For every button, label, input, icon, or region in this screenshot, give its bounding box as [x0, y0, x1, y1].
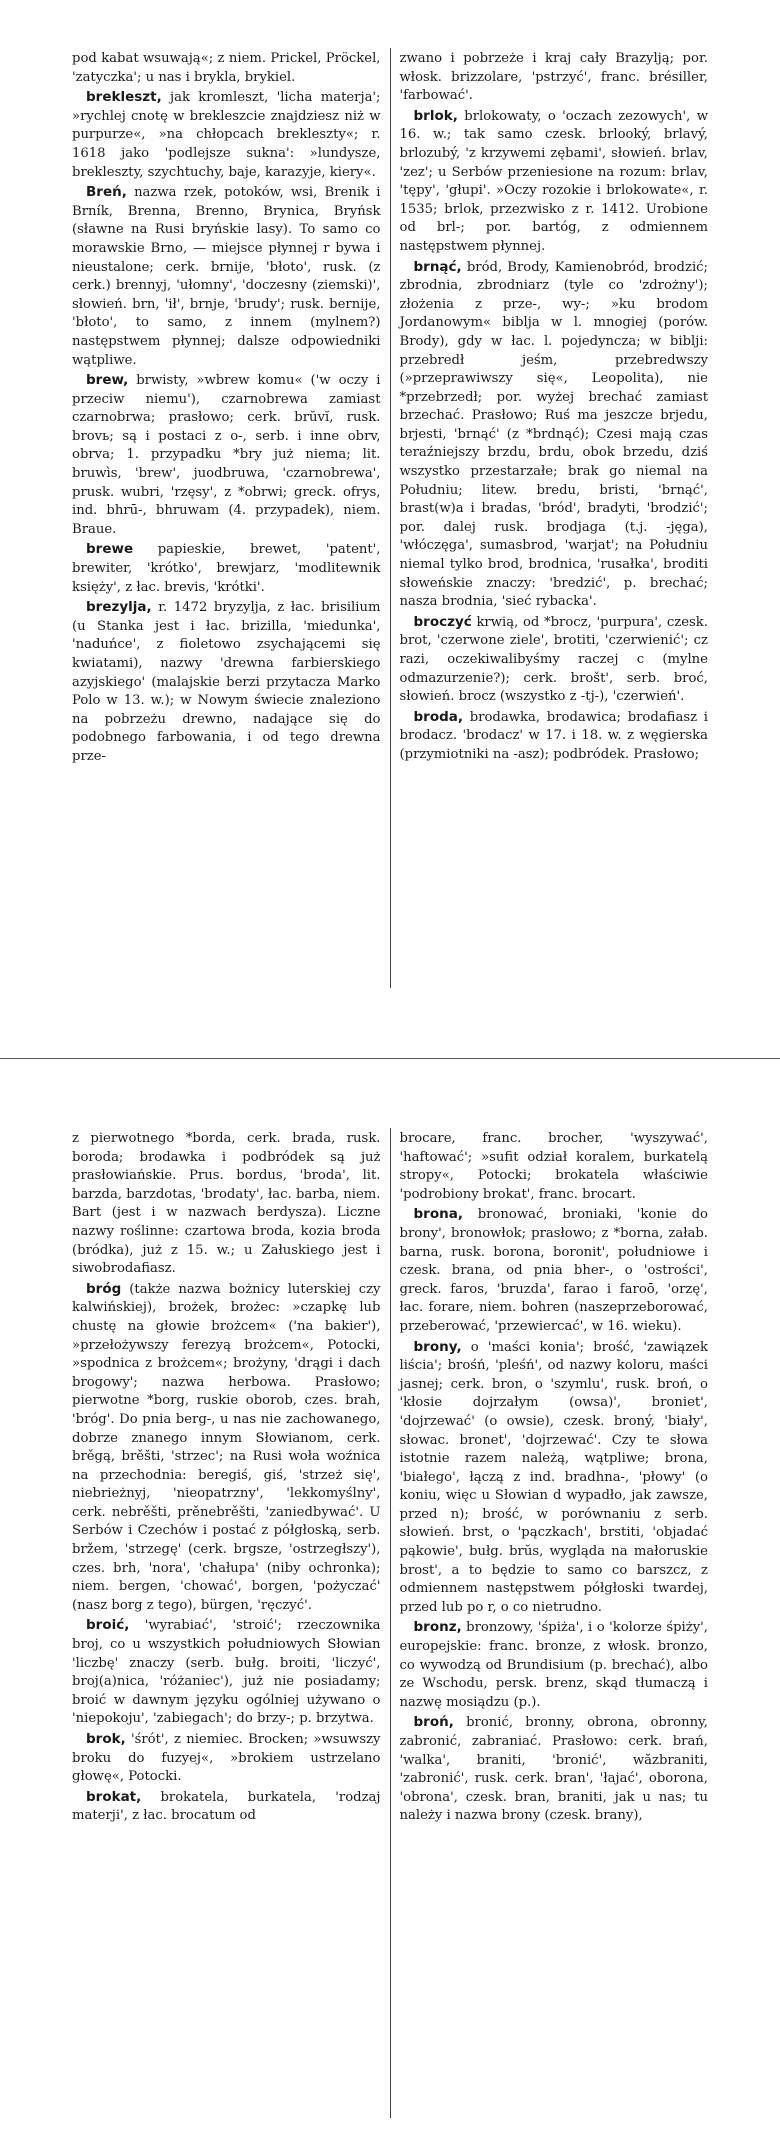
entry-text: bronzowy, 'śpiża', i o 'kolorze śpiży', europejskie: franc. bronze, z włosk. bronzo, co wywodzą od Brundisium (p. brechać), albo ze Wschodu, persk. brenz, skąd tłumaczą i nazwę mosiądzu (p.).: [399, 1620, 708, 1710]
entry-text: brwisty, »wbrew komu« ('w oczy i przeciw niemu'), czarnobrewa zamiast czarnobrwa; prasłowo; cerk. brŭvĭ, rusk. brovь; są i postaci z o-, serb. i inne obrv, obrva; 1. przypadku *bry już niema; lit. bruwìs, 'brew', juodbruwa, 'czarnobrewa', prusk. wubri, 'rzęsy', z *obrwi; greck. ofrys, ind. bhrū-, bhruwam (4. przypadek), niem. Braue.: [72, 373, 381, 537]
dictionary-entry: [72, 540, 381, 597]
entry-headword: brnąć,: [413, 258, 462, 275]
dictionary-entry: [400, 258, 709, 612]
entry-text: pod kabat wsuwają«; z niem. Prickel, Pröckel, 'zatyczka'; u nas i brykla, brykiel.: [72, 51, 381, 85]
entry-text: nazwa rzek, potoków, wsi, Brenik i Brník, Brenna, Brenno, Brynica, Bryńsk (sławne na Rusi bryńskie lasy). To samo co morawskie Brno, — miejsce płynnej r bywa i nieustalone; cerk. brnije, 'błoto', rusk. (z cerk.) brennyj, 'ułomny', 'doczesny (ziemski)', słowień. brn, 'ił', brnje, 'brudy'; rusk. bernije, 'błoto', to samo, z innem (mylnem?) następstwem płynnej; dalsze odpowiedniki wątpliwe.: [72, 185, 381, 368]
dictionary-entry: [400, 1205, 709, 1336]
entry-headword: brony,: [413, 1338, 462, 1355]
dictionary-entry: [72, 1280, 381, 1616]
entry-text: (także nazwa bożnicy luterskiej czy kalwińskiej), brożek, brożec: »czapkę lub chustę na głowie brożcem« ('na bakier'), »przełożywszy ferezyą brożcem«, Potocki, »spodnica z brożcem«; brożyny, 'drągi i dach brogowy'; nazwa herbowa. Prasłowo; pierwotne *borg, ruskie oborob, czes. brah, 'bróg'. Do pnia berg-, u nas nie zachowanego, dobrze znanego innym Słowianom, cerk. brěgą, brěšti, 'strzec'; na Rusi woła woźnica na przechodnia: beregiś, giś, 'strzeż się', niebrieżnyj, 'nieopatrzny', 'lekkomyślny', cerk. nebrěšti, prěnebrěšti, 'zaniedbywać'. U Serbów i Czechów i postać z półgłoską, serb. bržem, 'strzegę' (cerk. brgsze, 'ostrzegłszy'), czes. brh, 'nora', 'chałupa' (niby ochronka); niem. bergen, 'chować', borgen, 'pożyczać' (nasz borg z tego), bürgen, 'ręczyć'.: [72, 1281, 381, 1613]
entry-text: z pierwotnego *borda, cerk. brada, rusk. boroda; brodawka i podbródek są już prasłowiańskie. Prus. bordus, 'broda', lit. barzda, barzdotas, 'brodaty', łac. barba, niem. Bart (jest i w nazwach berdysza). Liczne nazwy roślinne: czartowa broda, kozia broda (bródka), już z 15. w.; u Załuskiego jest i siwobrodafiasz.: [72, 1131, 381, 1277]
entry-text: 'wyrabiać', 'stroić'; rzeczownika broj, co u wszystkich południowych Słowian 'liczbę' znaczy (serb. bułg. broiti, 'liczyć', broj(a)nica, 'różaniec'), już nie posiadamy; broić w dawnym języku ogólniej używano o 'niepokoju', 'zabiegach'; do brzy-; p. brzytwa.: [72, 1618, 381, 1727]
entry-text: brlokowaty, o 'oczach zezowych', w 16. w.; tak samo czesk. brlooký, brlavý, brlozubý, 'z krzywemi zębami', słowień. brlav, 'zez'; u Serbów przeniesione na rozum: brlav, 'tępy', 'głupi'. »Oczy rozokie i brlokowate«, r. 1535; brlok, przezwisko z r. 1412. Urobione od brl-; por. bartóg, z odmiennem następstwem płynnej.: [399, 108, 708, 254]
entry-text: 'śrót', z niemiec. Brocken; »wsuwszy broku do fuzyej«, »brokiem ustrzelano głowę«, Potocki.: [72, 1732, 381, 1785]
continued-text: [72, 50, 381, 87]
entry-headword: brew,: [86, 372, 129, 389]
dictionary-entry: [400, 1618, 709, 1712]
dictionary-entry: [400, 1338, 709, 1618]
dictionary-entry: [400, 107, 709, 257]
entry-text: r. 1472 bryzylja, z łac. brisilium (u Stanka jest i łac. brizilla, 'miedunka', 'naduńce', z fioletowo zsychającemi się kwiatami), nazwy 'drewna farbierskiego azyjskiego' (malajskie berzi przytacza Marko Polo w 13. w.); w Nowym świecie znaleziono na pobrzeżu drewno, nadające się do podobnego farbowania, i od tego drewna prze-: [72, 600, 381, 764]
entry-text: brocare, franc. brocher, 'wyszywać', 'haftować'; »sufit odział koralem, burkatelą stropy«, Potocki; brokatela właściwie 'podrobiony brokat', franc. brocart.: [399, 1131, 708, 1202]
dictionary-entry: [72, 88, 381, 182]
page-top: [72, 48, 708, 988]
entry-text: bród, Brody, Kamienobród, brodzić; zbrodnia, zbrodniarz (tyle co 'zdrożny'); złożenia z prze-, wy-; »ku brodom Jordanowym« biblja w l. mnogiej (porów. Brody), gdy w łac. l. pojedyncza; w biblji: przebredł jeśm, przebredwszy (»przeprawiwszy się«, Leopolita), nie *przebrzedł; por. wyżej brechać zamiast brzechać. Prasłowo; Ruś ma jeszcze brjedu, brjesti, 'brnąć' (z *brdnąć); Czesi mają czas teraźniejszy brzdu, brdu, obok brzedu, dziś wszystko przestarzałe; brak go niemal na Południu; litew. bredu, bristi, 'brnąć', brast(w)a i bradas, 'bród', bradyti, 'brodzić'; por. dalej rusk. brodjaga (t.j. -jęga), 'włóczęga', sumasbrod, 'warjat'; na Południu niemal tylko brod, brodnica, 'rusałka', broditi słoweńskie znaczy: 'bredzić', p. brechać; nasza brodnia, 'sieć rybacka'.: [399, 259, 708, 610]
entry-text: bronować, broniaki, 'konie do brony', bronowłok; prasłowo; z *borna, załab. barna, rusk. borona, boronit', południowe i czesk. brana, od pnia bher-, o 'ostrości', greck. faros, 'bruzda', farao i faroō, 'orzę', łac. forare, niem. bohren (naszeprzeborować, przeberować, 'przewiercać', w 16. wieku).: [399, 1207, 708, 1334]
dictionary-entry: [400, 613, 709, 707]
dictionary-entry: [72, 371, 381, 539]
dictionary-entry: [72, 1730, 381, 1787]
entry-headword: broczyć: [413, 613, 472, 630]
entry-headword: brewe: [86, 541, 134, 558]
page-divider: [0, 1058, 780, 1059]
column-left: [72, 48, 390, 988]
entry-text: bronić, bronny, obrona, obronny, zabronić, zabraniać. Prasłowo: cerk. brań, 'walka', braniti, 'bronić', wăzbraniti, 'zabronić', rusk. cerk. bran', 'łajać', oborona, 'obrona', czesk. bran, braniti, jak u nas; tu należy i nazwa brony (czesk. brany),: [399, 1715, 708, 1824]
dictionary-entry: [400, 1713, 709, 1826]
page-bottom: [72, 1128, 708, 2118]
entry-text: jak kromleszt, 'licha materja'; »rychlej cnotę w brekleszcie znajdziesz niż w purpurze«, »na chłopcach brekleszty«; r. 1618 jako 'podlejsze sukna': »lundysze, brekleszty, szychtuchy, baje, karazyje, kiery«.: [72, 90, 381, 180]
entry-headword: bronz,: [413, 1619, 462, 1636]
entry-text: zwano i pobrzeże i kraj cały Brazylją; por. włosk. brizzolare, 'pstrzyć', franc. brésiller, 'farbować'.: [399, 51, 708, 104]
entry-headword: brezylja,: [86, 599, 152, 616]
entry-headword: Breń,: [86, 184, 127, 201]
entry-headword: brok,: [86, 1731, 126, 1747]
dictionary-entry: [72, 1616, 381, 1729]
entry-headword: brlok,: [413, 107, 458, 124]
entry-headword: broda,: [413, 708, 463, 725]
dictionary-entry: [400, 708, 709, 765]
entry-headword: broń,: [413, 1714, 454, 1731]
entry-headword: brekleszt,: [86, 89, 162, 106]
entry-headword: brona,: [413, 1206, 463, 1223]
entry-headword: brokat,: [86, 1788, 142, 1805]
entry-text: brokatela, burkatela, 'rodzaj materji', z łac. brocatum od: [72, 1789, 381, 1824]
entry-text: papieskie, brewet, 'patent', brewiter, 'krótko', brewjarz, 'modlitewnik księży', z łac. brevis, 'krótki'.: [72, 542, 381, 595]
continued-text: [72, 1130, 381, 1279]
continued-text: [400, 50, 709, 106]
entry-text: krwią, od *brocz, 'purpura', czesk. brot, 'czerwone ziele', brotiti, 'czerwienić'; cz razi, oczekiwalibyśmy raczej c (mylne odmazurzenie?); cerk. brošt', serb. broć, słowień. brocz (wszystko z -tj-), 'czerwień'.: [399, 614, 708, 705]
dictionary-entry: [72, 183, 381, 370]
column-right: [390, 1128, 709, 2118]
entry-text: brodawka, brodawica; brodafiasz i brodacz. 'brodacz' w 17. i 18. w. z węgierska (przymiotniki na -asz); podbródek. Prasłowo;: [399, 709, 708, 762]
column-right: [390, 48, 709, 988]
column-left: [72, 1128, 390, 2118]
entry-headword: bróg: [86, 1280, 122, 1297]
continued-text: [400, 1130, 709, 1204]
entry-headword: broić,: [86, 1617, 130, 1634]
dictionary-entry: [72, 598, 381, 766]
entry-text: o 'maści konia'; brość, 'zawiązek liścia'; brośń, 'pleśń', od nazwy koloru, maści jasnej; cerk. bron, o 'szymlu', rusk. broń, o 'kłosie dojrzałym (owsa)', broniet', 'dojrzewać' (o owsie), czesk. broný, 'biały', słowac. bronet', 'dojrzewać'. Czy te słowa istotnie razem należą, wątpliwe; brona, 'białego', łączą z ind. bradhna-, 'płowy' (o koniu, więc u Słowian d wypadło, jak zawsze, przed n); brość, w porównaniu z serb. słowień. brst, o 'pączkach', brstiti, 'objadać pąkowie', bułg. brŭs, wygląda na małoruskie brost', a to będzie to samo co barszcz, z odmiennem następstwem półgłoski twardej, przed lub po r, o co nietrudno.: [399, 1339, 708, 1615]
dictionary-entry: [72, 1788, 381, 1826]
